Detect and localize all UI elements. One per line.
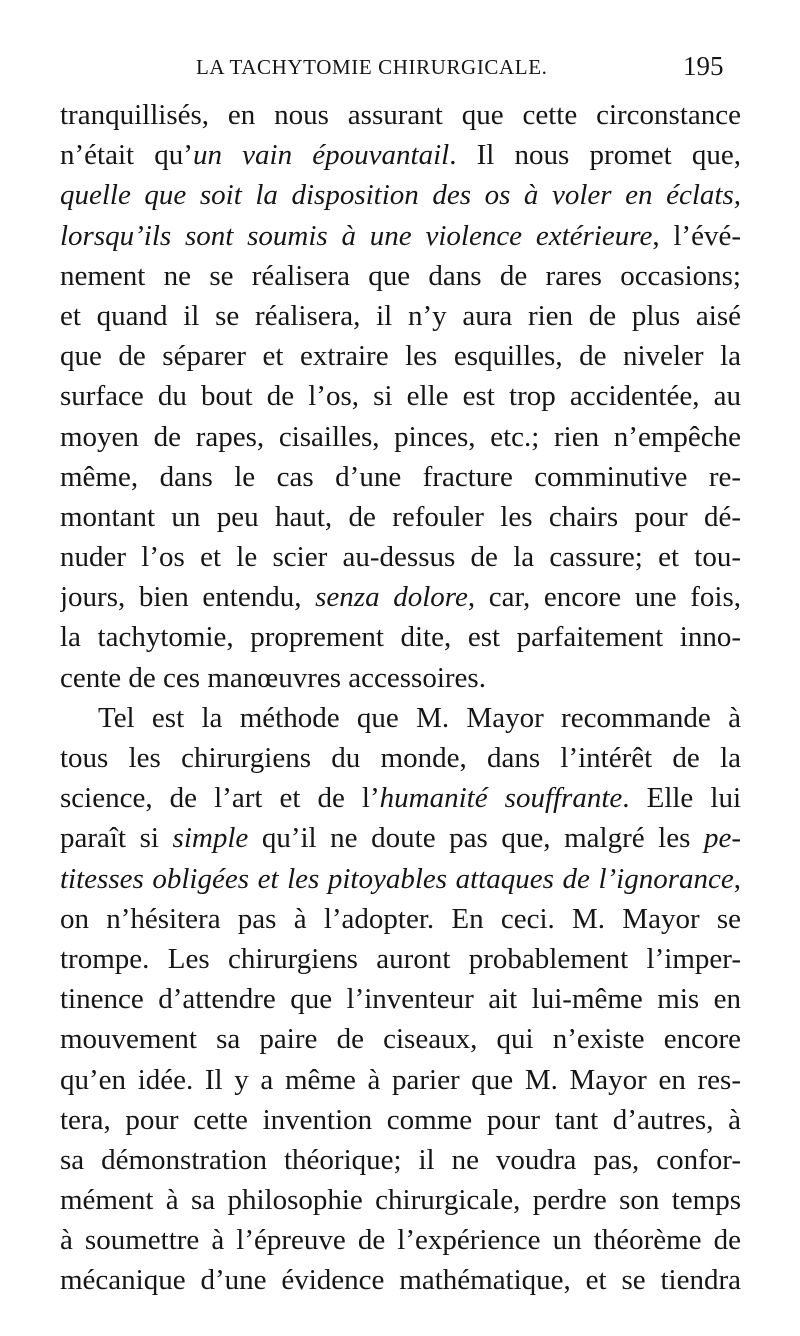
- italic-text: lorsqu’ils sont soumis à une violence extérieure: [60, 219, 653, 252]
- text-segment: la tachytomie, proprement dite, est parfaitement inno-: [60, 621, 741, 654]
- text-line: [60, 336, 741, 376]
- text-segment: mécanique d’une évidence mathématique, et se tiendra: [60, 1264, 741, 1297]
- text-segment: à soumettre à l’épreuve de l’expérience un théorème de: [60, 1224, 741, 1257]
- text-line: [60, 417, 741, 457]
- text-segment: science, de l’art et de l’: [60, 782, 380, 815]
- text-line: [60, 1100, 741, 1140]
- running-title: LA TACHYTOMIE CHIRURGICALE.: [196, 55, 548, 79]
- text-segment: , l’évé-: [652, 219, 741, 252]
- text-line: [60, 1180, 741, 1220]
- text-segment: , car, encore une fois,: [467, 581, 741, 614]
- text-line: [60, 256, 741, 296]
- text-line: [60, 1220, 741, 1260]
- text-segment: tranquillisés, en nous assurant que cette circonstance: [60, 99, 741, 131]
- text-line: [60, 95, 741, 135]
- text-line: [60, 537, 741, 577]
- text-segment: montant un peu haut, de refouler les chairs pour dé-: [60, 500, 741, 533]
- text-segment: nuder l’os et le scier au-dessus de la cassure; et tou-: [60, 541, 741, 574]
- text-segment: et quand il se réalisera, il n’y aura rien de plus aisé: [60, 299, 741, 332]
- italic-text: simple: [172, 822, 249, 855]
- text-line: [60, 1060, 741, 1100]
- text-line: [60, 175, 741, 215]
- text-segment: moyen de rapes, cisailles, pinces, etc.; rien n’empêche: [60, 420, 741, 453]
- text-line: [60, 1140, 741, 1180]
- italic-text: senza dolore: [315, 581, 468, 614]
- text-segment: jours, bien entendu,: [60, 581, 316, 614]
- text-segment: tera, pour cette invention comme pour tant d’autres, à: [60, 1103, 741, 1136]
- text-segment: tous les chirurgiens du monde, dans l’intérêt de la: [60, 742, 741, 774]
- italic-text: titesses obligées et les pitoyables attaques de l’ignorance: [60, 862, 734, 895]
- text-segment: n’était qu’: [60, 139, 193, 172]
- text-line: [60, 1019, 741, 1059]
- text-segment: trompe. Les chirurgiens auront probablement l’imper-: [60, 942, 741, 975]
- text-segment: paraît si: [60, 822, 173, 855]
- text-segment: Tel est la méthode que M. Mayor recommande à: [98, 701, 741, 734]
- text-line: [60, 457, 741, 497]
- italic-text: humanité souffrante: [379, 782, 623, 815]
- text-line: [60, 899, 741, 939]
- italic-text: quelle que soit la disposition des os à voler en éclats,: [60, 179, 741, 212]
- text-line: [60, 979, 741, 1019]
- text-line: [60, 698, 741, 738]
- text-line: [60, 818, 741, 858]
- text-line: [60, 617, 741, 657]
- text-segment: on n’hésitera pas à l’adopter. En ceci. M. Mayor se: [60, 902, 741, 935]
- text-segment: même, dans le cas d’une fracture comminutive re-: [60, 460, 741, 493]
- running-head: [0, 51, 800, 85]
- text-line: [60, 135, 741, 175]
- text-line: [60, 376, 741, 416]
- text-segment: mément à sa philosophie chirurgicale, perdre son temps: [60, 1184, 741, 1217]
- text-segment: sa démonstration théorique; il ne voudra pas, confor-: [60, 1143, 741, 1176]
- text-segment: nement ne se réalisera que dans de rares occasions;: [60, 259, 741, 292]
- text-line: [60, 778, 741, 818]
- text-segment: ,: [733, 862, 741, 895]
- text-line: [60, 296, 741, 336]
- text-segment: surface du bout de l’os, si elle est trop accidentée, au: [60, 380, 741, 413]
- text-line: [60, 216, 741, 256]
- text-line: [60, 1260, 741, 1300]
- text-segment: . Il nous promet que,: [449, 139, 741, 172]
- text-segment: que de séparer et extraire les esquilles, de niveler la: [60, 340, 741, 373]
- text-line: [60, 738, 741, 778]
- body-text: [60, 95, 741, 1301]
- text-segment: tinence d’attendre que l’inventeur ait lui-même mis en: [60, 983, 741, 1016]
- text-line: [60, 577, 741, 617]
- text-segment: qu’il ne doute pas que, malgré les: [248, 822, 704, 855]
- text-line: [60, 658, 741, 698]
- italic-text: un vain épouvantail: [192, 139, 450, 172]
- text-segment: cente de ces manœuvres accessoires.: [60, 661, 486, 694]
- text-segment: . Elle lui: [622, 782, 741, 815]
- page-number: 195: [683, 51, 724, 81]
- text-segment: mouvement sa paire de ciseaux, qui n’existe encore: [60, 1023, 741, 1056]
- text-segment: qu’en idée. Il y a même à parier que M. Mayor en res-: [60, 1063, 741, 1096]
- italic-text: pe-: [703, 822, 741, 855]
- text-line: [60, 497, 741, 537]
- text-line: [60, 859, 741, 899]
- text-line: [60, 939, 741, 979]
